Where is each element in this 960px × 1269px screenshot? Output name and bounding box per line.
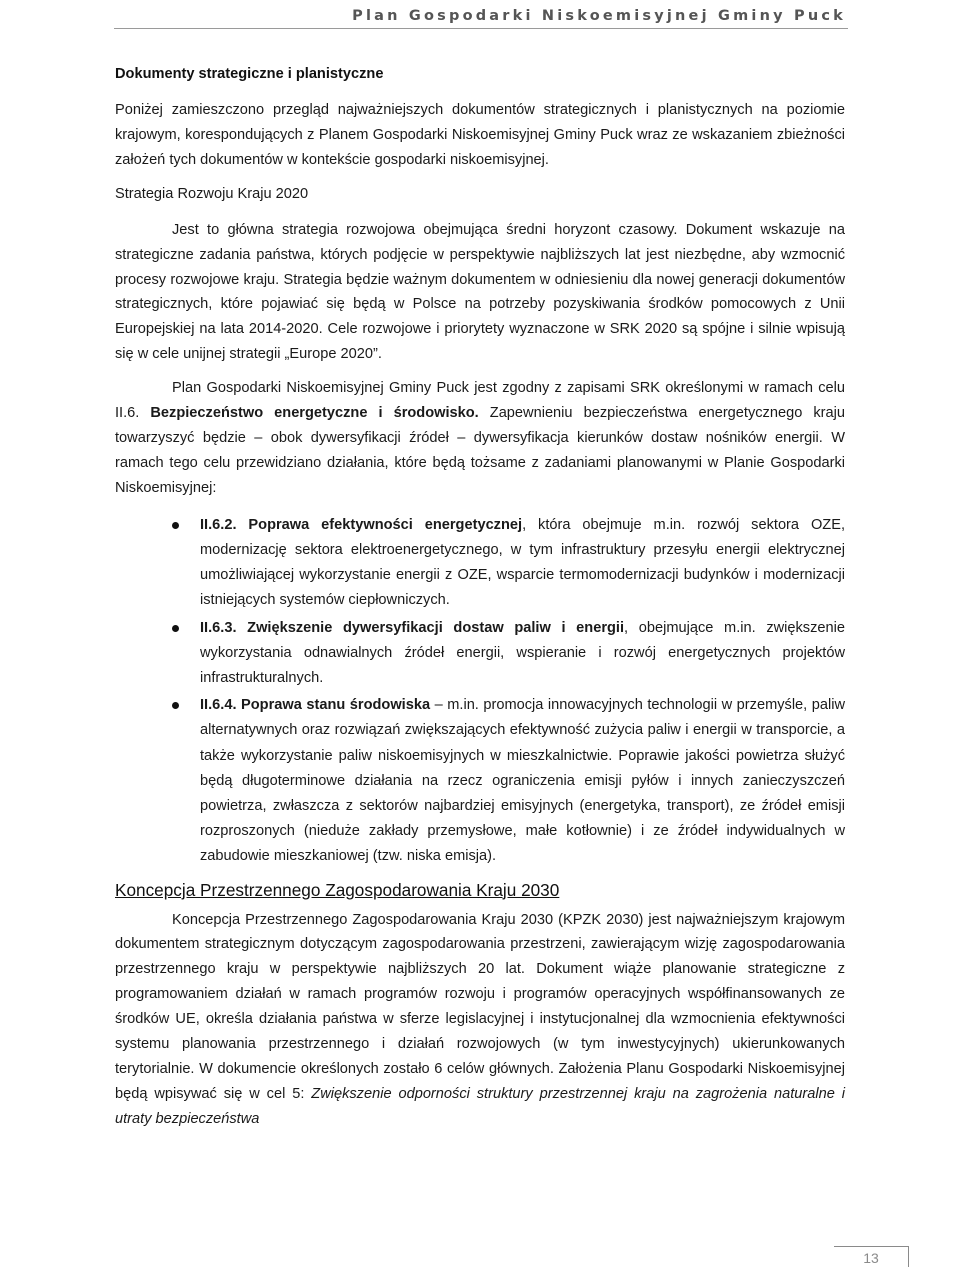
bullet-bold: II.6.4. Poprawa stanu środowiska	[200, 697, 431, 714]
bullet-text: , która obejmuje m.in. rozwój sektora OZE, modernizację sektora elektroenergetycznego, w tym infrastruktury przesyłu energii elektrycznej umożliwiającej wykorzystanie energii z OZE, wsparcie termomodernizacji budynków i modernizacji istniejących systemów ciepłowniczych.	[200, 516, 846, 609]
srk-heading: Strategia Rozwoju Kraju 2020	[115, 185, 309, 202]
intro-paragraph: Poniżej zamieszczono przegląd najważniejszych dokumentów strategicznych i planistycznych na poziomie krajowym, korespondujących z Planem Gospodarki Niskoemisyjnej Gminy Puck wraz ze wskazaniem zbieżności założeń tych dokumentów w kontekście gospodarki niskoemisyjnej.	[115, 102, 845, 168]
header-title: Plan Gospodarki Niskoemisyjnej Gminy Puck	[352, 8, 846, 24]
page-header	[114, 6, 848, 29]
srk-paragraph-1: Jest to główna strategia rozwojowa obejmująca średni horyzont czasowy. Dokument wskazuje na strategiczne zadania państwa, których podjęcie w perspektywie najbliższych lat jest niezbędne, aby wzmocnić procesy rozwojowe kraju. Strategia będzie ważnym dokumentem w odniesieniu dla nowej generacji dokumentów strategicznych, które pojawiać się będą w Polsce na potrzeby pozyskiwania środków pomocowych z Unii Europejskiej na lata 2014-2020. Cele rozwojowe i priorytety wyznaczone w SRK 2020 są spójne i silnie wpisują się w cele unijnej strategii „Europe 2020”.	[115, 221, 845, 363]
srk-goal-list	[115, 513, 845, 870]
section-title: Dokumenty strategiczne i planistyczne	[115, 66, 384, 82]
kpzk-heading: Koncepcja Przestrzennego Zagospodarowania Kraju 2030	[115, 879, 560, 900]
bullet-dot-icon	[172, 702, 179, 709]
bullet-dot-icon	[172, 522, 179, 529]
srk-para2-start: Plan Gospodarki Niskoemisyjnej Gminy Puck jest zgodny z zapisami SRK określonymi w ramach celu II.6.	[115, 380, 845, 422]
list-item	[115, 513, 845, 614]
list-item	[115, 616, 845, 692]
bullet-text: , obejmujące m.in. zwiększenie wykorzystania odnawialnych źródeł energii, wspieranie i rozwój energetycznych projektów infrastrukturalnych.	[200, 619, 845, 686]
kpzk-para-start: Koncepcja Przestrzennego Zagospodarowania Kraju 2030 (KPZK 2030) jest najważniejszym krajowym dokumentem strategicznym dotyczącym zagospodarowania przestrzeni, zawierającym wizję zagospodarowania przestrzennego kraju w perspektywie najbliższych 20 lat. Dokument wiąże planowanie strategiczne z programowaniem działań w ramach programów rozwoju i programów operacyjnych współfinansowanych ze środków UE, określa działania państwa w sferze legislacyjnej i instytucjonalnej dla wzmocnienia efektywności systemu planowania przestrzennego i działań rozwojowych (w tym inwestycyjnych) ukierunkowanych terytorialnie. W dokumencie określonych zostało 6 celów głównych. Założenia Planu Gospodarki Niskoemisyjnej będą wpisywać się w cel 5:	[115, 911, 845, 1102]
bullet-bold: II.6.2. Poprawa efektywności energetycznej	[200, 516, 523, 533]
bullet-dot-icon	[172, 625, 179, 632]
srk-para2-bold: Bezpieczeństwo energetyczne i środowisko.	[150, 405, 479, 422]
srk-paragraph-2	[115, 376, 845, 501]
bullet-bold: II.6.3. Zwiększenie dywersyfikacji dostaw paliw i energii	[200, 619, 625, 636]
document-body	[115, 64, 845, 1132]
bullet-text: – m.in. promocja innowacyjnych technologii w przemyśle, paliw alternatywnych oraz rozwiązań zwiększających efektywność zużycia paliw i energii w transporcie, a także wykorzystanie paliw niskoemisyjnych w mieszkalnictwie. Poprawie jakości powietrza służyć będą długoterminowe działania na rzecz ograniczenia emisji pyłów i innych zanieczyszczeń powietrza, zwłaszcza z sektorów najbardziej emisyjnych (energetyka, transport), ze źródeł emisji rozproszonych (nieduże zakłady przemysłowe, małe kotłownie) i ze źródeł indywidualnych w zabudowie mieszkaniowej (tzw. niska emisja).	[200, 697, 845, 865]
kpzk-para-italic: Zwiększenie odporności struktury przestrzennej kraju na zagrożenia naturalne i utraty bezpieczeństwa	[115, 1085, 845, 1127]
srk-para2-end: Zapewnieniu bezpieczeństwa energetycznego kraju towarzyszyć będzie – obok dywersyfikacji źródeł – dywersyfikacja kierunków dostaw nośników energii. W ramach tego celu przewidziano działania, które będą tożsame z zadaniami planowanymi w Planie Gospodarki Niskoemisyjnej:	[115, 405, 845, 496]
list-item	[115, 693, 845, 869]
kpzk-paragraph	[115, 908, 845, 1132]
page-number: 13	[834, 1246, 909, 1267]
